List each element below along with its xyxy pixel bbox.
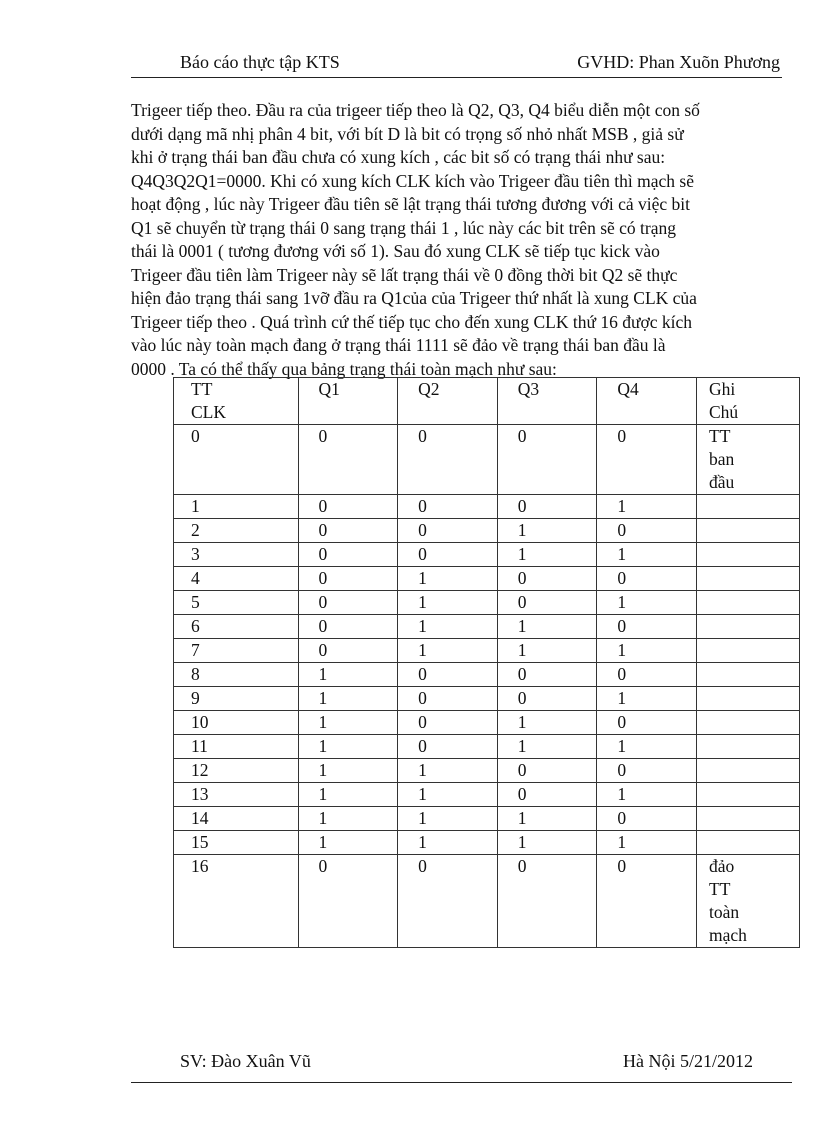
body-line: 0000 . Ta có thể thấy qua bảng trạng thái toàn mạch như sau: (131, 358, 557, 379)
cell-q3: 1 (497, 639, 597, 663)
header-text: Q3 (517, 379, 540, 399)
cell-q2: 1 (398, 639, 498, 663)
header-text: Q2 (418, 379, 440, 399)
cell-clk: 6 (174, 615, 299, 639)
cell-clk: 4 (174, 567, 299, 591)
cell-q3: 0 (497, 567, 597, 591)
header-text: CLK (191, 402, 226, 422)
header-text: Q1 (318, 379, 340, 399)
cell-q2: 0 (398, 543, 498, 567)
cell-q4: 1 (597, 591, 697, 615)
cell-q2: 1 (398, 831, 498, 855)
cell-q2: 1 (398, 807, 498, 831)
body-line: Trigeer tiếp theo . Quá trình cứ thế tiếp tục cho đến xung CLK thứ 16 được kích (131, 311, 692, 332)
header-report-title: Báo cáo thực tập KTS (180, 52, 340, 72)
table-row (174, 759, 800, 783)
cell-q3: 0 (497, 591, 597, 615)
cell-clk: 14 (174, 807, 299, 831)
header-q2 (398, 378, 498, 425)
header-text: Q4 (617, 379, 639, 399)
cell-note (697, 639, 800, 663)
header-ghi-chu (697, 378, 800, 425)
cell-q4: 1 (597, 687, 697, 711)
cell-q4: 0 (597, 615, 697, 639)
cell-note (697, 495, 800, 519)
note-text: TT (709, 426, 731, 446)
cell-clk: 5 (174, 591, 299, 615)
cell-q3: 0 (497, 663, 597, 687)
cell-note (697, 591, 800, 615)
header-tt-clk (174, 378, 299, 425)
body-line: Trigeer tiếp theo. Đầu ra của trigeer tiếp theo là Q2, Q3, Q4 biểu diễn một con số (131, 100, 700, 120)
cell-q4: 1 (597, 831, 697, 855)
cell-clk: 2 (174, 519, 299, 543)
cell-q3: 1 (497, 831, 597, 855)
header-q3 (497, 378, 597, 425)
table-row (174, 807, 800, 831)
cell-q1: 1 (298, 663, 398, 687)
cell-q1: 0 (298, 425, 398, 495)
cell-q2: 0 (398, 519, 498, 543)
cell-q2: 0 (398, 663, 498, 687)
cell-q1: 0 (298, 567, 398, 591)
header-text: Chú (709, 402, 739, 422)
cell-q3: 1 (497, 711, 597, 735)
table-row (174, 543, 800, 567)
body-line: khi ở trạng thái ban đầu chưa có xung kích , các bit số có trạng thái như sau: (131, 147, 666, 167)
cell-note (697, 711, 800, 735)
cell-q4: 0 (597, 663, 697, 687)
cell-note (697, 807, 800, 831)
body-line: thái là 0001 ( tương đương với số 1). Sau đó xung CLK sẽ tiếp tục kick vào (131, 241, 660, 261)
state-table-header-row (174, 378, 800, 425)
cell-note (697, 687, 800, 711)
cell-clk: 9 (174, 687, 299, 711)
cell-q3: 1 (497, 735, 597, 759)
note-text: ban (709, 449, 735, 469)
cell-note (697, 425, 800, 495)
cell-q2: 0 (398, 711, 498, 735)
cell-q4: 0 (597, 807, 697, 831)
cell-clk: 3 (174, 543, 299, 567)
cell-q2: 1 (398, 783, 498, 807)
table-row (174, 591, 800, 615)
cell-clk: 16 (174, 855, 299, 948)
cell-q3: 1 (497, 519, 597, 543)
table-row (174, 687, 800, 711)
cell-clk: 11 (174, 735, 299, 759)
state-table-body (174, 425, 800, 948)
cell-clk: 10 (174, 711, 299, 735)
header-supervisor: GVHD: Phan Xuõn Phương (577, 52, 780, 72)
cell-q1: 1 (298, 759, 398, 783)
cell-clk: 0 (174, 425, 299, 495)
table-row (174, 425, 800, 495)
cell-q2: 0 (398, 855, 498, 948)
note-text: đầu (709, 472, 735, 492)
cell-q4: 0 (597, 425, 697, 495)
note-text: mạch (709, 925, 747, 945)
table-row (174, 519, 800, 543)
body-line: hiện đảo trạng thái sang 1vỡ đầu ra Q1của của Trigeer thứ nhất là xung CLK của (131, 288, 697, 308)
body-line: hoạt động , lúc này Trigeer đầu tiên sẽ lật trạng thái tương đương với cả việc bit (131, 194, 690, 214)
cell-note (697, 543, 800, 567)
header-text: Ghi (709, 379, 736, 399)
cell-q1: 1 (298, 735, 398, 759)
cell-q1: 0 (298, 495, 398, 519)
cell-q4: 0 (597, 567, 697, 591)
cell-q3: 0 (497, 855, 597, 948)
cell-clk: 8 (174, 663, 299, 687)
footer-student: SV: Đào Xuân Vũ (180, 1051, 311, 1071)
cell-q2: 1 (398, 615, 498, 639)
table-row (174, 711, 800, 735)
note-text: toàn (709, 902, 740, 922)
cell-q1: 0 (298, 855, 398, 948)
header-q1 (298, 378, 398, 425)
header-divider (131, 77, 782, 78)
cell-note (697, 783, 800, 807)
cell-q2: 0 (398, 495, 498, 519)
cell-q4: 0 (597, 711, 697, 735)
body-paragraph (131, 99, 753, 381)
cell-q3: 0 (497, 495, 597, 519)
cell-q4: 1 (597, 495, 697, 519)
body-line: vào lúc này toàn mạch đang ở trạng thái 1111 sẽ đảo về trạng thái ban đầu là (131, 335, 666, 355)
table-row (174, 615, 800, 639)
cell-q2: 1 (398, 591, 498, 615)
cell-q3: 0 (497, 759, 597, 783)
cell-q3: 0 (497, 425, 597, 495)
cell-q3: 0 (497, 783, 597, 807)
cell-clk: 13 (174, 783, 299, 807)
cell-q2: 1 (398, 567, 498, 591)
cell-q1: 0 (298, 639, 398, 663)
table-row (174, 639, 800, 663)
cell-note (697, 759, 800, 783)
state-table (173, 377, 800, 948)
header-text: TT (191, 379, 213, 399)
cell-q1: 1 (298, 711, 398, 735)
table-row (174, 855, 800, 948)
cell-q2: 0 (398, 687, 498, 711)
cell-q4: 0 (597, 855, 697, 948)
cell-q4: 1 (597, 783, 697, 807)
table-row (174, 783, 800, 807)
cell-note (697, 615, 800, 639)
cell-q2: 0 (398, 425, 498, 495)
cell-q4: 1 (597, 639, 697, 663)
cell-q3: 1 (497, 807, 597, 831)
body-line: Q1 sẽ chuyển từ trạng thái 0 sang trạng thái 1 , lúc này các bit trên sẽ có trạng (131, 217, 677, 238)
body-line: Trigeer đầu tiên làm Trigeer này sẽ lất trạng thái về 0 đồng thời bit Q2 sẽ thực (131, 264, 678, 285)
cell-q1: 1 (298, 783, 398, 807)
cell-q1: 1 (298, 807, 398, 831)
cell-q1: 1 (298, 687, 398, 711)
cell-q2: 1 (398, 759, 498, 783)
state-table-head (174, 378, 800, 425)
cell-note (697, 567, 800, 591)
table-row (174, 663, 800, 687)
cell-note (697, 519, 800, 543)
cell-clk: 12 (174, 759, 299, 783)
cell-q1: 0 (298, 519, 398, 543)
cell-note (697, 831, 800, 855)
cell-q1: 0 (298, 591, 398, 615)
table-row (174, 831, 800, 855)
cell-q4: 1 (597, 735, 697, 759)
cell-q1: 0 (298, 615, 398, 639)
body-line: dưới dạng mã nhị phân 4 bit, với bít D là bit có trọng số nhỏ nhất MSB , giả sử (131, 123, 684, 144)
note-text: đảo (709, 856, 735, 876)
cell-q4: 0 (597, 759, 697, 783)
cell-clk: 15 (174, 831, 299, 855)
cell-note (697, 663, 800, 687)
footer-place-date: Hà Nội 5/21/2012 (623, 1051, 753, 1071)
cell-q4: 1 (597, 543, 697, 567)
cell-q4: 0 (597, 519, 697, 543)
cell-q1: 0 (298, 543, 398, 567)
note-text: TT (709, 879, 731, 899)
cell-clk: 1 (174, 495, 299, 519)
cell-note (697, 735, 800, 759)
cell-q3: 0 (497, 687, 597, 711)
cell-clk: 7 (174, 639, 299, 663)
cell-q3: 1 (497, 543, 597, 567)
cell-q3: 1 (497, 615, 597, 639)
header-q4 (597, 378, 697, 425)
cell-q2: 0 (398, 735, 498, 759)
table-row (174, 495, 800, 519)
table-row (174, 567, 800, 591)
cell-q1: 1 (298, 831, 398, 855)
table-row (174, 735, 800, 759)
footer-divider (131, 1082, 792, 1083)
cell-note (697, 855, 800, 948)
body-line: Q4Q3Q2Q1=0000. Khi có xung kích CLK kích vào Trigeer đầu tiên thì mạch sẽ (131, 170, 694, 191)
